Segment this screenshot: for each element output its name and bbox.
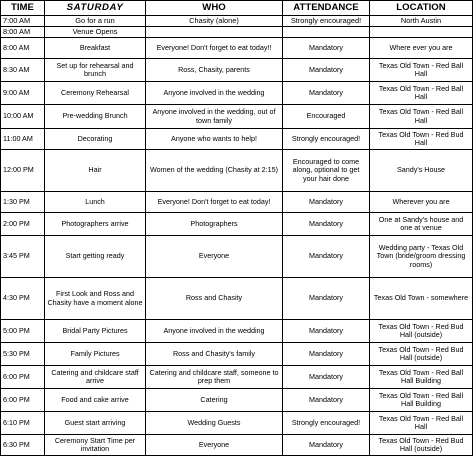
location-cell: Wedding party - Texas Old Town (bride/groom dressing rooms) bbox=[370, 236, 473, 278]
location-cell bbox=[370, 27, 473, 38]
header-time: TIME bbox=[1, 1, 45, 16]
time-cell: 5:00 PM bbox=[1, 320, 45, 343]
location-cell: Texas Old Town - Red Ball Hall Building bbox=[370, 366, 473, 389]
activity-cell: Family Pictures bbox=[45, 343, 146, 366]
time-cell: 8:00 AM bbox=[1, 38, 45, 59]
who-cell: Everyone! Don't forget to eat today!! bbox=[146, 38, 283, 59]
who-cell: Everyone bbox=[146, 435, 283, 456]
who-cell: Anyone involved in the wedding, out of town family bbox=[146, 105, 283, 129]
attendance-cell: Mandatory bbox=[283, 435, 370, 456]
time-cell: 8:00 AM bbox=[1, 27, 45, 38]
location-cell: Texas Old Town - Red Bud Hall (outside) bbox=[370, 435, 473, 456]
table-row bbox=[1, 435, 473, 456]
location-cell: North Austin bbox=[370, 16, 473, 27]
table-row bbox=[1, 366, 473, 389]
location-cell: Where ever you are bbox=[370, 38, 473, 59]
attendance-cell: Mandatory bbox=[283, 82, 370, 105]
location-cell: Sandy's House bbox=[370, 150, 473, 192]
time-cell: 6:10 PM bbox=[1, 412, 45, 435]
who-cell: Anyone involved in the wedding bbox=[146, 320, 283, 343]
location-cell: Texas Old Town - Red Ball Hall bbox=[370, 82, 473, 105]
time-cell: 12:00 PM bbox=[1, 150, 45, 192]
location-cell: Texas Old Town - Red Bud Hall (outside) bbox=[370, 343, 473, 366]
attendance-cell: Mandatory bbox=[283, 389, 370, 412]
activity-cell: Venue Opens bbox=[45, 27, 146, 38]
attendance-cell: Strongly encouraged! bbox=[283, 129, 370, 150]
attendance-cell bbox=[283, 27, 370, 38]
time-cell: 11:00 AM bbox=[1, 129, 45, 150]
table-row bbox=[1, 129, 473, 150]
who-cell: Ross, Chasity, parents bbox=[146, 59, 283, 82]
time-cell: 6:00 PM bbox=[1, 389, 45, 412]
table-row bbox=[1, 192, 473, 213]
header-attendance: ATTENDANCE bbox=[283, 1, 370, 16]
who-cell: Catering and childcare staff, someone to prep them bbox=[146, 366, 283, 389]
activity-cell: Set up for rehearsal and brunch bbox=[45, 59, 146, 82]
activity-cell: Breakfast bbox=[45, 38, 146, 59]
table-row bbox=[1, 16, 473, 27]
location-cell: Texas Old Town - somewhere bbox=[370, 278, 473, 320]
activity-cell: Photographers arrive bbox=[45, 213, 146, 236]
time-cell: 6:00 PM bbox=[1, 366, 45, 389]
header-saturday: SATURDAY bbox=[45, 1, 146, 16]
activity-cell: Ceremony Rehearsal bbox=[45, 82, 146, 105]
who-cell: Chasity (alone) bbox=[146, 16, 283, 27]
time-cell: 10:00 AM bbox=[1, 105, 45, 129]
location-cell: Texas Old Town - Red Ball Hall Building bbox=[370, 389, 473, 412]
attendance-cell: Mandatory bbox=[283, 236, 370, 278]
header-row bbox=[1, 1, 473, 16]
attendance-cell: Mandatory bbox=[283, 192, 370, 213]
who-cell: Everyone! Don't forget to eat today! bbox=[146, 192, 283, 213]
activity-cell: Bridal Party Pictures bbox=[45, 320, 146, 343]
activity-cell: Hair bbox=[45, 150, 146, 192]
attendance-cell: Mandatory bbox=[283, 213, 370, 236]
table-row bbox=[1, 236, 473, 278]
who-cell: Ross and Chasity bbox=[146, 278, 283, 320]
attendance-cell: Mandatory bbox=[283, 278, 370, 320]
attendance-cell: Mandatory bbox=[283, 343, 370, 366]
who-cell: Everyone bbox=[146, 236, 283, 278]
table-row bbox=[1, 82, 473, 105]
table-row bbox=[1, 213, 473, 236]
table-row bbox=[1, 105, 473, 129]
time-cell: 6:30 PM bbox=[1, 435, 45, 456]
time-cell: 2:00 PM bbox=[1, 213, 45, 236]
table-row bbox=[1, 38, 473, 59]
table-row bbox=[1, 320, 473, 343]
location-cell: Texas Old Town - Red Bud Hall bbox=[370, 129, 473, 150]
header-location: LOCATION bbox=[370, 1, 473, 16]
who-cell: Ross and Chasity's family bbox=[146, 343, 283, 366]
activity-cell: Food and cake arrive bbox=[45, 389, 146, 412]
who-cell: Anyone involved in the wedding bbox=[146, 82, 283, 105]
time-cell: 4:30 PM bbox=[1, 278, 45, 320]
attendance-cell: Strongly encouraged! bbox=[283, 16, 370, 27]
location-cell: Texas Old Town - Red Ball Hall bbox=[370, 59, 473, 82]
attendance-cell: Mandatory bbox=[283, 366, 370, 389]
activity-cell: Catering and childcare staff arrive bbox=[45, 366, 146, 389]
who-cell: Catering bbox=[146, 389, 283, 412]
activity-cell: Lunch bbox=[45, 192, 146, 213]
time-cell: 9:00 AM bbox=[1, 82, 45, 105]
activity-cell: Decorating bbox=[45, 129, 146, 150]
activity-cell: Pre-wedding Brunch bbox=[45, 105, 146, 129]
location-cell: Texas Old Town - Red Bud Hall (outside) bbox=[370, 320, 473, 343]
table-row bbox=[1, 343, 473, 366]
who-cell: Wedding Guests bbox=[146, 412, 283, 435]
activity-cell: Start getting ready bbox=[45, 236, 146, 278]
table-row bbox=[1, 150, 473, 192]
attendance-cell: Mandatory bbox=[283, 59, 370, 82]
location-cell: One at Sandy's house and one at venue bbox=[370, 213, 473, 236]
time-cell: 5:30 PM bbox=[1, 343, 45, 366]
activity-cell: Go for a run bbox=[45, 16, 146, 27]
activity-cell: Ceremony Start Time per invitation bbox=[45, 435, 146, 456]
table-row bbox=[1, 27, 473, 38]
attendance-cell: Mandatory bbox=[283, 38, 370, 59]
who-cell: Anyone who wants to help! bbox=[146, 129, 283, 150]
who-cell bbox=[146, 27, 283, 38]
table-row bbox=[1, 59, 473, 82]
attendance-cell: Mandatory bbox=[283, 320, 370, 343]
who-cell: Photographers bbox=[146, 213, 283, 236]
time-cell: 1:30 PM bbox=[1, 192, 45, 213]
table-row bbox=[1, 389, 473, 412]
attendance-cell: Strongly encouraged! bbox=[283, 412, 370, 435]
location-cell: Wherever you are bbox=[370, 192, 473, 213]
table-row bbox=[1, 412, 473, 435]
time-cell: 3:45 PM bbox=[1, 236, 45, 278]
header-who: WHO bbox=[146, 1, 283, 16]
attendance-cell: Encouraged to come along, optional to get your hair done bbox=[283, 150, 370, 192]
location-cell: Texas Old Town - Red Ball Hall bbox=[370, 412, 473, 435]
table-row bbox=[1, 278, 473, 320]
who-cell: Women of the wedding (Chasity at 2:15) bbox=[146, 150, 283, 192]
time-cell: 8:30 AM bbox=[1, 59, 45, 82]
activity-cell: First Look and Ross and Chasity have a moment alone bbox=[45, 278, 146, 320]
location-cell: Texas Old Town - Red Ball Hall bbox=[370, 105, 473, 129]
attendance-cell: Encouraged bbox=[283, 105, 370, 129]
activity-cell: Guest start arriving bbox=[45, 412, 146, 435]
time-cell: 7:00 AM bbox=[1, 16, 45, 27]
